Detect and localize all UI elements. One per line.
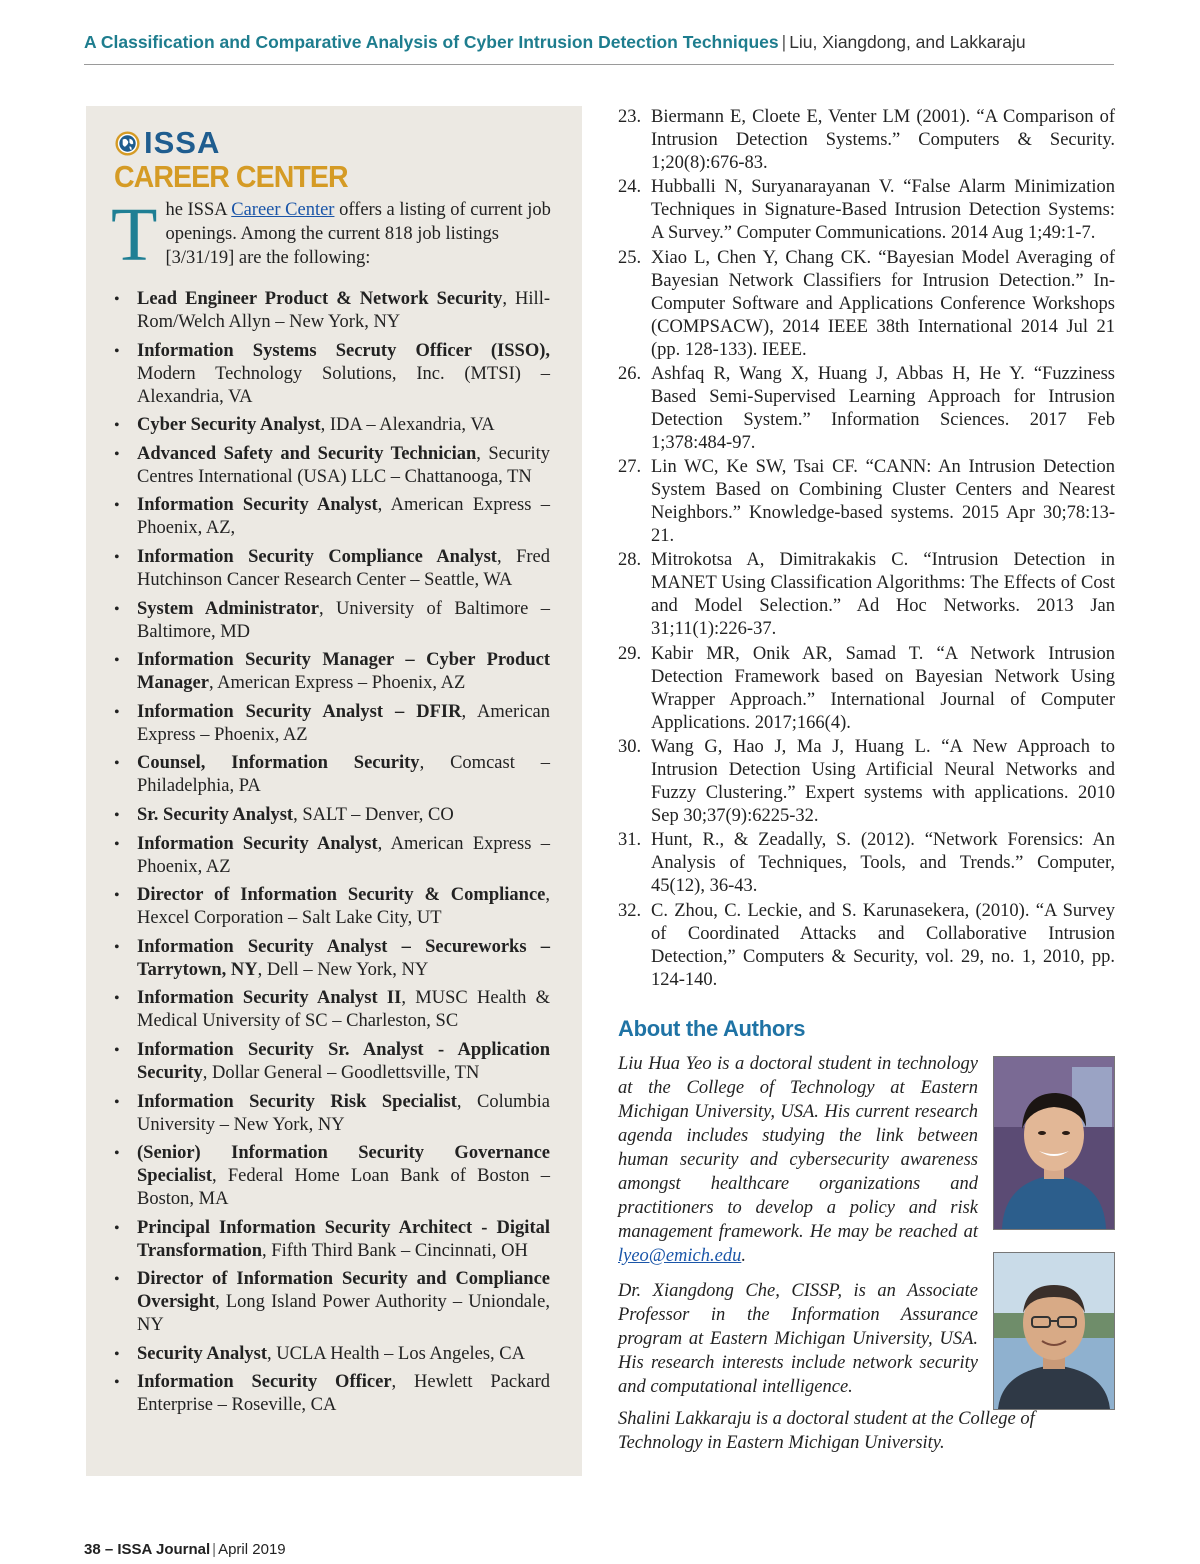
author-email-link[interactable]: lyeo@emich.edu — [618, 1246, 742, 1266]
job-title: Information Security Analyst — [137, 495, 378, 516]
reference-text: Lin WC, Ke SW, Tsai CF. “CANN: An Intrusion Detection System Based on Combining Cluster Centers and Nearest Neighbors.” Knowledge-based systems. 2015 Apr 30;78:13-21. — [651, 457, 1115, 547]
bullet-marker: • — [114, 291, 120, 308]
job-listing-item — [110, 546, 550, 592]
reference-number: 32. — [618, 900, 642, 921]
job-listing-item — [110, 340, 550, 409]
job-employer-location: , Hexcel Corporation – Salt Lake City, UT — [137, 885, 550, 929]
job-employer-location: , IDA – Alexandria, VA — [320, 415, 495, 436]
reference-text: Ashfaq R, Wang X, Huang J, Abbas H, He Y. “Fuzziness Based Semi-Supervised Learning Approach for Intrusion Detection System.” Information Sciences. 2017 Feb 1;378:484-97. — [651, 363, 1115, 453]
bullet-marker: • — [114, 887, 120, 905]
reference-text: Hubballi N, Suryanarayanan V. “False Alarm Minimization Techniques in Signature-Based Intrusion Detection Systems: A Survey.” Computer Communications. 2014 Aug 1;49:1-7. — [651, 177, 1115, 244]
bullet-marker: • — [114, 652, 120, 670]
intro-text-start: he ISSA — [165, 200, 232, 220]
reference-item — [618, 106, 1115, 175]
job-listing-item — [110, 833, 550, 879]
job-employer-location: , Fifth Third Bank – Cincinnati, OH — [262, 1240, 528, 1261]
job-employer-location: , Columbia University – New York, NY — [137, 1091, 550, 1135]
reference-item — [618, 829, 1115, 898]
job-title: Advanced Safety and Security Technician — [137, 443, 477, 464]
reference-item — [618, 643, 1115, 735]
reference-item — [618, 736, 1115, 828]
job-employer-location: , Dollar General – Goodlettsville, TN — [202, 1062, 480, 1083]
job-listing-item — [110, 987, 550, 1033]
logo-career-center-text: CAREER CENTER — [114, 159, 348, 194]
job-listing-item — [110, 936, 550, 982]
job-employer-location: , SALT – Denver, CO — [293, 804, 454, 825]
about-authors-heading: About the Authors — [618, 1016, 806, 1041]
author-bio-xiangdong-che: Dr. Xiangdong Che, CISSP, is an Associate Professor in the Information Assurance program at Eastern Michigan University, USA. His research interests include network security and computational intelligence. — [618, 1281, 978, 1397]
reference-item — [618, 176, 1115, 245]
job-title: Information Security Analyst – DFIR — [137, 701, 462, 722]
drop-cap: T — [111, 193, 158, 277]
job-employer-location: , Long Island Power Authority – Uniondale, NY — [137, 1292, 550, 1336]
job-employer-location: , University of Baltimore – Baltimore, MD — [137, 598, 550, 642]
job-listing-item — [110, 598, 550, 644]
reference-text: C. Zhou, C. Leckie, and S. Karunasekera, (2010). “A Survey of Coordinated Attacks and Collaborative Intrusion Detection,” Computers & Security, vol. 29, no. 1, 2010, pp. 124-140. — [651, 900, 1115, 990]
job-title: Counsel, Information Security — [137, 753, 420, 774]
logo-issa-text: ISSA — [144, 125, 221, 160]
reference-item — [618, 363, 1115, 455]
job-listing-item — [110, 1091, 550, 1137]
issa-career-center-logo — [114, 125, 368, 194]
author-photo-liu-hua-yeo — [993, 1056, 1115, 1230]
job-employer-location: , UCLA Health – Los Angeles, CA — [267, 1343, 525, 1364]
reference-number: 27. — [618, 457, 642, 478]
job-listing-item — [110, 288, 550, 334]
job-listing-item — [110, 1268, 550, 1337]
job-title: Information Security Analyst – Secureworks – Tarrytown, NY — [137, 936, 550, 980]
header-authors: Liu, Xiangdong, and Lakkaraju — [789, 32, 1026, 52]
job-listing-item — [110, 701, 550, 747]
job-listing-item — [110, 884, 550, 930]
bullet-marker: • — [114, 703, 120, 721]
job-listing-item — [110, 414, 550, 437]
globe-icon — [114, 130, 141, 157]
bio1-text: Liu Hua Yeo is a doctoral student in technology at the College of Technology at Eastern Michigan University, USA. His current research agenda includes studying the link between human security and cybersecurity awareness amongst healthcare organizations and practitioners to develop a policy and risk management framework. He may be reached at — [618, 1054, 978, 1242]
bullet-marker: • — [114, 806, 120, 824]
reference-text: Hunt, R., & Zeadally, S. (2012). “Network Forensics: An Analysis of Techniques, Tools, and Trends.” Computer, 45(12), 36-43. — [651, 830, 1115, 897]
intro-text-end: offers a listing of current job openings. Among the current 818 job listings [3/31/19] are the following: — [165, 200, 551, 268]
job-listing-item — [110, 1039, 550, 1085]
reference-number: 25. — [618, 247, 642, 268]
reference-text: Biermann E, Cloete E, Venter LM (2001). “A Comparison of Intrusion Detection Systems.” Computers & Security. 1;20(8):676-83. — [651, 107, 1115, 173]
job-employer-location: , Fred Hutchinson Cancer Research Center – Seattle, WA — [137, 546, 550, 590]
reference-item — [618, 456, 1115, 548]
bio1-end: . — [741, 1246, 746, 1266]
job-title: Director of Information Security & Compliance — [137, 885, 546, 906]
job-employer-location: , American Express – Phoenix, AZ — [137, 833, 550, 877]
job-title: System Administrator — [137, 598, 319, 619]
footer-page-journal: 38 – ISSA Journal — [84, 1541, 211, 1558]
bullet-marker: • — [114, 1374, 120, 1392]
reference-number: 28. — [618, 550, 642, 571]
header-separator: | — [781, 32, 787, 52]
bullet-marker: • — [114, 1219, 120, 1237]
reference-text: Mitrokotsa A, Dimitrakakis C. “Intrusion Detection in MANET Using Classification Algorithms: The Effects of Cost and Model Selection.” Ad Hoc Networks. 2013 Jan 31;11(1):226-37. — [651, 550, 1115, 640]
reference-text: Xiao L, Chen Y, Chang CK. “Bayesian Model Averaging of Bayesian Network Classifiers for Intrusion Detection.” In-Computer Software and Applications Conference Workshops (COMPSACW), 2014 IEEE 38th International 2014 Jul 21 (pp. 128-133). IEEE. — [651, 247, 1115, 360]
bullet-marker: • — [114, 600, 120, 618]
reference-number: 26. — [618, 363, 642, 384]
bullet-marker: • — [114, 342, 120, 360]
job-listing-item — [110, 649, 550, 695]
reference-number: 29. — [618, 643, 642, 664]
job-listing-item — [110, 1142, 550, 1211]
bullet-marker: • — [114, 1345, 120, 1363]
career-center-sidebar — [86, 106, 582, 1476]
job-employer-location: , Security Centres International (USA) LLC – Chattanooga, TN — [137, 443, 550, 487]
job-listings — [110, 288, 550, 1423]
job-title: Cyber Security Analyst — [137, 415, 321, 436]
job-title: Information Security Officer — [137, 1372, 392, 1393]
job-employer-location: , Federal Home Loan Bank of Boston – Boston, MA — [137, 1166, 550, 1210]
bullet-marker: • — [114, 755, 120, 773]
job-title: Principal Information Security Architect - Digital Transformation — [137, 1217, 550, 1261]
job-listing-item — [110, 1217, 550, 1263]
bullet-marker: • — [114, 1041, 120, 1059]
reference-text: Kabir MR, Onik AR, Samad T. “A Network Intrusion Detection Framework based on Bayesian Network Using Wrapper Approach.” International Journal of Computer Applications. 2017;166(4). — [651, 643, 1115, 733]
job-title: Sr. Security Analyst — [137, 804, 294, 825]
running-header — [84, 32, 1114, 65]
job-title: Information Security Sr. Analyst - Application Security — [137, 1039, 550, 1083]
job-listing-item — [110, 804, 550, 827]
bullet-marker: • — [114, 417, 120, 435]
reference-text: Wang G, Hao J, Ma J, Huang L. “A New Approach to Intrusion Detection Using Artificial Neural Networks and Fuzzy Clustering.” Expert systems with applications. 2010 Sep 30;37(9):6225-32. — [651, 737, 1115, 827]
bullet-marker: • — [114, 835, 120, 853]
bullet-marker: • — [114, 548, 120, 566]
job-employer-location: , American Express – Phoenix, AZ — [208, 673, 466, 694]
job-title: Director of Information Security and Compliance Oversight — [137, 1269, 550, 1313]
reference-item — [618, 900, 1115, 992]
job-title: Security Analyst — [137, 1343, 268, 1364]
career-center-intro — [111, 193, 551, 277]
job-title: Information Systems Secruty Officer (ISSO), — [137, 340, 550, 361]
job-employer-location: Modern Technology Solutions, Inc. (MTSI) – Alexandria, VA — [137, 363, 550, 407]
reference-number: 23. — [618, 107, 642, 127]
job-employer-location: , Hewlett Packard Enterprise – Roseville, CA — [137, 1372, 550, 1416]
author-bio-shalini-lakkaraju: Shalini Lakkaraju is a doctoral student at the College of Technology in Eastern Michigan University. — [618, 1409, 1035, 1453]
reference-number: 31. — [618, 830, 642, 851]
bullet-marker: • — [114, 497, 120, 515]
job-employer-location: , Dell – New York, NY — [257, 959, 429, 980]
career-center-link[interactable]: Career Center — [231, 200, 335, 220]
job-employer-location: , American Express – Phoenix, AZ — [137, 701, 550, 745]
reference-list — [618, 106, 1115, 993]
job-listing-item — [110, 1371, 550, 1417]
job-title: Lead Engineer Product & Network Security — [137, 289, 503, 309]
bullet-marker: • — [114, 445, 120, 463]
job-listing-item — [110, 1343, 550, 1366]
bullet-marker: • — [114, 1093, 120, 1111]
bullet-marker: • — [114, 938, 120, 956]
bullet-marker: • — [114, 1145, 120, 1163]
job-employer-location: , MUSC Health & Medical University of SC – Charleston, SC — [137, 988, 551, 1032]
job-title: Information Security Analyst — [137, 833, 378, 854]
job-listing-item — [110, 443, 550, 489]
job-employer-location: , Hill-Rom/Welch Allyn – New York, NY — [137, 289, 550, 332]
footer-date: April 2019 — [218, 1541, 286, 1558]
job-title: (Senior) Information Security Governance Specialist — [137, 1143, 550, 1187]
reference-number: 30. — [618, 737, 642, 758]
reference-item — [618, 247, 1115, 362]
job-title: Information Security Risk Specialist — [137, 1091, 457, 1112]
author-bio-liu-hua-yeo — [618, 1052, 978, 1268]
job-title: Information Security Compliance Analyst — [137, 546, 497, 567]
bullet-marker: • — [114, 1271, 120, 1289]
job-title: Information Security Manager – Cyber Product Manager — [137, 650, 550, 694]
job-listing-item — [110, 752, 550, 798]
job-title: Information Security Analyst II — [137, 988, 402, 1009]
job-employer-location: , Comcast – Philadelphia, PA — [137, 753, 550, 797]
author-photo-xiangdong-che — [993, 1252, 1115, 1410]
job-employer-location: , American Express – Phoenix, AZ, — [137, 495, 550, 539]
reference-item — [618, 549, 1115, 641]
job-listing-item — [110, 494, 550, 540]
article-title: A Classification and Comparative Analysis of Cyber Intrusion Detection Techniques — [84, 32, 779, 52]
page-footer — [84, 1541, 286, 1558]
bullet-marker: • — [114, 990, 120, 1008]
reference-number: 24. — [618, 177, 642, 198]
footer-separator: | — [212, 1541, 217, 1558]
